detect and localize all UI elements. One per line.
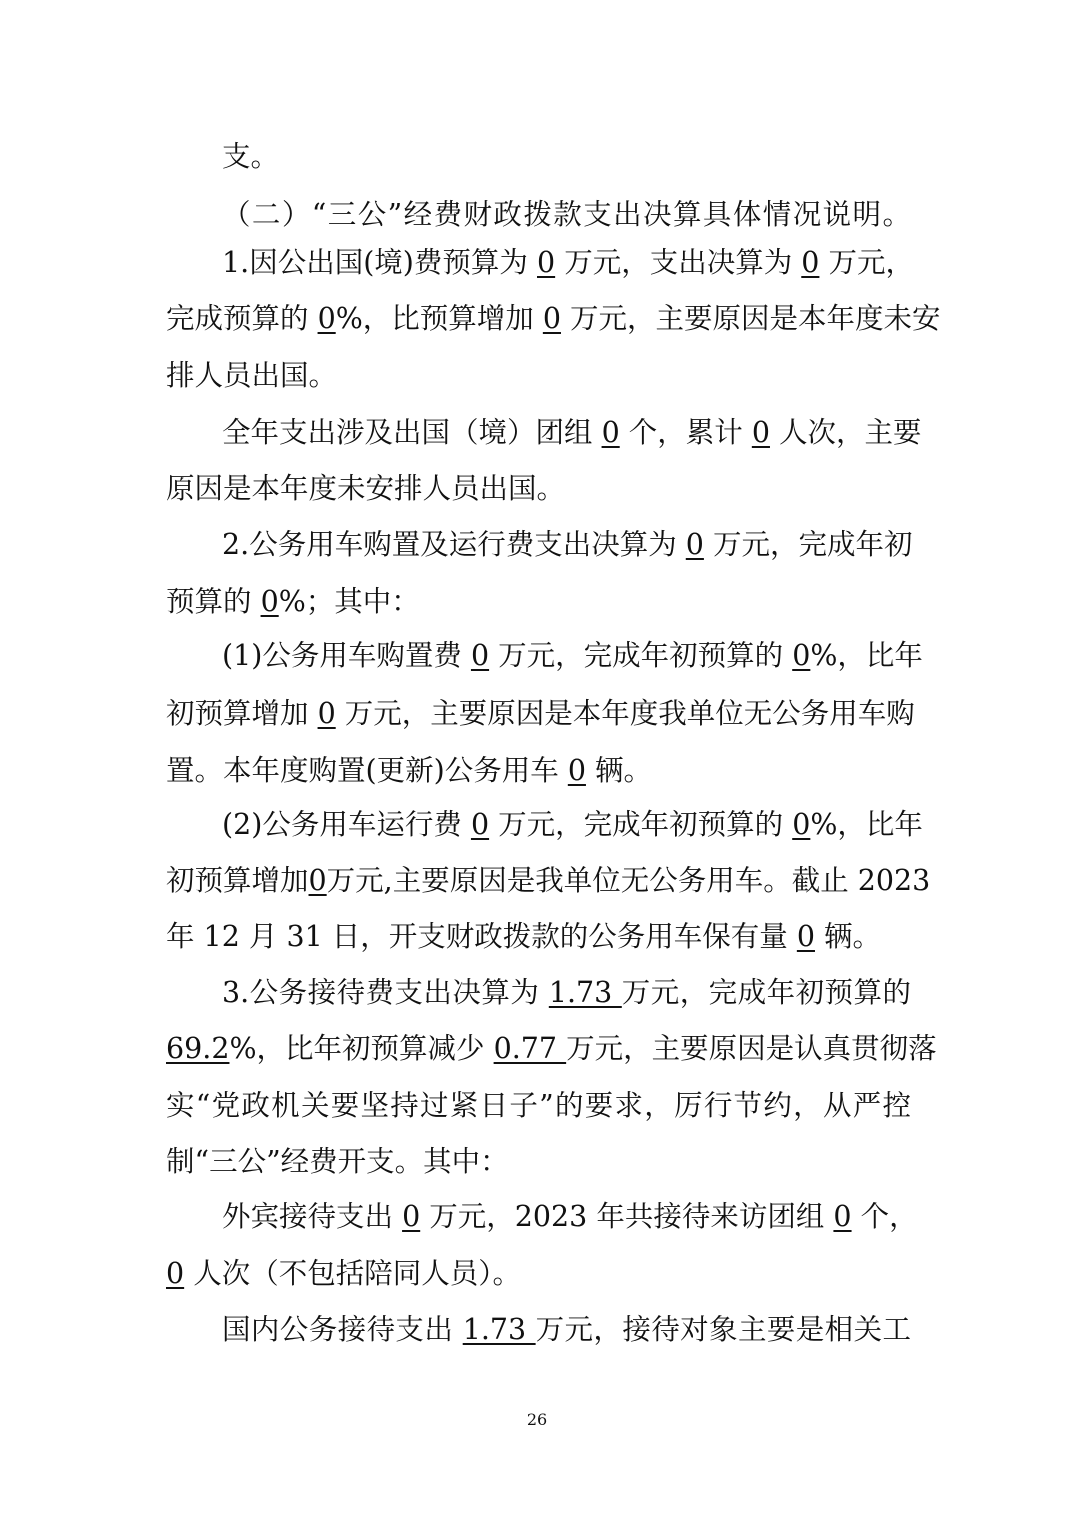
text-run: %，比年 bbox=[810, 808, 923, 841]
text-run: 原因是本年度未安排人员出国。 bbox=[166, 472, 566, 505]
filled-value: 0 bbox=[317, 697, 336, 730]
filled-value: 0 bbox=[260, 585, 279, 618]
text-run: 2.公务用车购置及运行费支出决算为 bbox=[222, 528, 686, 561]
filled-value: 0 bbox=[317, 302, 336, 335]
filled-value: 69.2 bbox=[166, 1032, 230, 1065]
paragraph-line bbox=[166, 293, 941, 345]
paragraph-line bbox=[222, 799, 923, 851]
paragraph-line bbox=[222, 967, 911, 1019]
paragraph-line bbox=[166, 1136, 911, 1188]
paragraph-line bbox=[222, 407, 922, 459]
text-run: 人次，主要 bbox=[769, 416, 922, 449]
filled-value: 0 bbox=[567, 754, 586, 787]
text-run: 万元，完成年初预算的 bbox=[489, 639, 793, 672]
text-run: 置。本年度购置(更新)公务用车 bbox=[166, 754, 568, 787]
text-run: 预算的 bbox=[166, 585, 261, 618]
text-run: 辆。 bbox=[814, 920, 882, 953]
text-run: 支。 bbox=[222, 140, 280, 173]
paragraph-line bbox=[222, 131, 911, 183]
text-run: 实“党政机关要坚持过紧日子”的要求，厉行节约，从严控 bbox=[166, 1089, 911, 1122]
filled-value: 1.73 bbox=[462, 1313, 536, 1346]
text-run: 万元，主要原因是本年度我单位无公务用车购 bbox=[335, 697, 915, 730]
paragraph-line bbox=[222, 630, 923, 682]
filled-value: 1.73 bbox=[548, 976, 622, 1009]
text-run: 万元，完成年初 bbox=[703, 528, 913, 561]
filled-value: 0 bbox=[751, 416, 770, 449]
text-run: %；其中： bbox=[278, 585, 420, 618]
text-run: 万元，主要原因是本年度未安 bbox=[560, 302, 941, 335]
paragraph-line bbox=[166, 1080, 911, 1132]
text-run: 万元，接待对象主要是相关工 bbox=[535, 1313, 911, 1346]
filled-value: 0 bbox=[801, 246, 820, 279]
paragraph-line bbox=[166, 1023, 937, 1075]
text-run: %，比预算增加 bbox=[335, 302, 543, 335]
paragraph-line bbox=[166, 1248, 911, 1300]
text-run: %，比年初预算减少 bbox=[229, 1032, 494, 1065]
paragraph-line bbox=[166, 463, 911, 515]
text-run: 年 12 月 31 日，开支财政拨款的公务用车保有量 bbox=[166, 920, 797, 953]
text-run: 初预算增加 bbox=[166, 864, 309, 897]
text-run: 外宾接待支出 bbox=[222, 1200, 403, 1233]
text-run: 完成预算的 bbox=[166, 302, 318, 335]
text-run: 万元，支出决算为 bbox=[555, 246, 802, 279]
paragraph-line bbox=[166, 688, 915, 740]
text-run: 万元， bbox=[819, 246, 914, 279]
paragraph-line bbox=[222, 237, 914, 289]
paragraph-line bbox=[166, 745, 911, 797]
filled-value: 0 bbox=[308, 864, 327, 897]
text-run: (2)公务用车运行费 bbox=[222, 808, 471, 841]
page-number: 26 bbox=[526, 1410, 548, 1429]
paragraph-line bbox=[166, 855, 931, 907]
text-run: 初预算增加 bbox=[166, 697, 318, 730]
text-run: 1.因公出国(境)费预算为 bbox=[222, 246, 537, 279]
filled-value: 0 bbox=[601, 416, 620, 449]
paragraph-line bbox=[222, 519, 911, 571]
text-run: 人次（不包括陪同人员）。 bbox=[184, 1257, 521, 1290]
filled-value: 0 bbox=[537, 246, 556, 279]
filled-value: 0 bbox=[792, 808, 811, 841]
text-run: （二）“三公”经费财政拨款支出决算具体情况说明。 bbox=[222, 198, 911, 231]
text-run: 个，累计 bbox=[619, 416, 752, 449]
filled-value: 0 bbox=[470, 808, 490, 841]
filled-value: 0 bbox=[796, 920, 815, 953]
paragraph-line bbox=[166, 350, 911, 402]
paragraph-line bbox=[166, 576, 911, 628]
text-run: 个， bbox=[851, 1200, 918, 1233]
text-run: 万元，完成年初预算的 bbox=[621, 976, 911, 1009]
filled-value: 0 bbox=[542, 302, 561, 335]
filled-value: 0 bbox=[792, 639, 811, 672]
paragraph-line bbox=[222, 1304, 911, 1356]
section-heading bbox=[222, 189, 911, 241]
filled-value: 0 bbox=[402, 1200, 421, 1233]
filled-value: 0 bbox=[470, 639, 490, 672]
text-run: 制“三公”经费开支。其中： bbox=[166, 1145, 509, 1178]
text-run: 万元，2023 年共接待来访团组 bbox=[420, 1200, 834, 1233]
text-run: 万元，主要原因是认真贯彻落 bbox=[566, 1032, 937, 1065]
text-run: 3.公务接待费支出决算为 bbox=[222, 976, 549, 1009]
filled-value: 0.77 bbox=[493, 1032, 567, 1065]
text-run: 万元,主要原因是我单位无公务用车。截止 2023 bbox=[326, 864, 931, 897]
paragraph-line bbox=[222, 1191, 918, 1243]
filled-value: 0 bbox=[166, 1257, 185, 1290]
text-run: 全年支出涉及出国（境）团组 bbox=[222, 416, 602, 449]
text-run: 万元，完成年初预算的 bbox=[489, 808, 793, 841]
filled-value: 0 bbox=[685, 528, 704, 561]
text-run: (1)公务用车购置费 bbox=[222, 639, 471, 672]
text-run: 排人员出国。 bbox=[166, 359, 338, 392]
text-run: %，比年 bbox=[810, 639, 923, 672]
filled-value: 0 bbox=[833, 1200, 852, 1233]
text-run: 国内公务接待支出 bbox=[222, 1313, 463, 1346]
text-run: 辆。 bbox=[585, 754, 653, 787]
paragraph-line bbox=[166, 911, 911, 963]
